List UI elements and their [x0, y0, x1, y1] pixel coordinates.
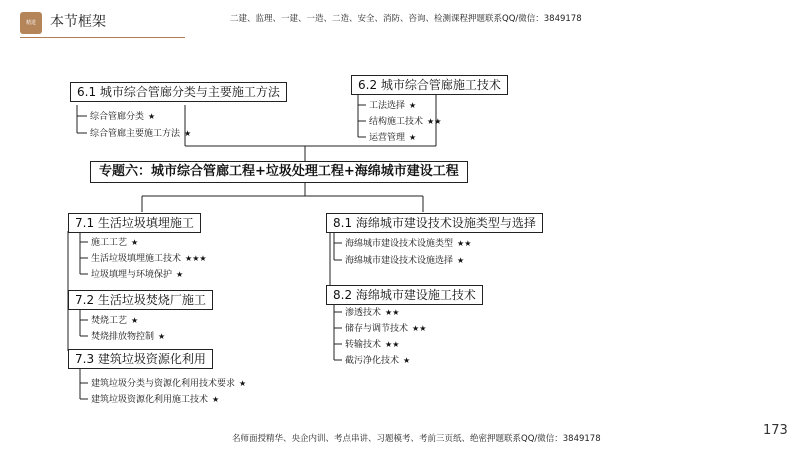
item-label: 焚烧工艺 — [91, 316, 128, 326]
item-label: 运营管理 — [369, 133, 406, 143]
node-7-1-item — [91, 269, 183, 281]
node-8-2-item — [345, 307, 399, 319]
star-rating: ★★ — [412, 324, 427, 333]
item-label: 转输技术 — [345, 340, 382, 350]
node-6-1-item — [90, 128, 191, 140]
item-label: 海绵城市建设技术设施选择 — [345, 256, 454, 266]
star-rating: ★ — [158, 332, 166, 341]
star-rating: ★★ — [457, 239, 472, 248]
item-label: 渗透技术 — [345, 308, 382, 318]
node-6-2-title: 6.2 城市综合管廊施工技术 — [351, 75, 508, 95]
node-8-2-item — [345, 339, 399, 351]
node-7-1-item — [91, 237, 138, 249]
item-label: 建筑垃圾资源化利用施工技术 — [91, 395, 209, 405]
item-label: 工法选择 — [369, 101, 406, 111]
node-8-2-title: 8.2 海绵城市建设施工技术 — [326, 285, 483, 305]
star-rating: ★ — [184, 129, 192, 138]
node-6-2-item — [369, 116, 441, 128]
node-8-1-item — [345, 255, 464, 267]
star-rating: ★ — [457, 256, 465, 265]
node-8-1-title: 8.1 海绵城市建设技术设施类型与选择 — [326, 213, 543, 233]
node-8-1-item — [345, 238, 471, 250]
node-7-1-item — [91, 253, 207, 265]
item-label: 结构施工技术 — [369, 117, 424, 127]
item-label: 综合管廊分类 — [90, 112, 145, 122]
node-8-2-item — [345, 355, 410, 367]
star-rating: ★ — [239, 379, 247, 388]
item-label: 生活垃圾填埋施工技术 — [91, 254, 182, 264]
star-rating: ★ — [176, 270, 184, 279]
star-rating: ★ — [212, 395, 220, 404]
star-rating: ★★ — [385, 308, 400, 317]
star-rating: ★ — [403, 356, 411, 365]
node-6-2-item — [369, 132, 416, 144]
item-label: 海绵城市建设技术设施类型 — [345, 239, 454, 249]
section-title: 本节框架 — [50, 14, 106, 30]
node-6-1-title: 6.1 城市综合管廊分类与主要施工方法 — [70, 82, 287, 102]
star-rating: ★★★ — [185, 254, 207, 263]
bottom-contact-note: 名师面授精华、央企内训、考点串讲、习题模考、考前三页纸、绝密押题联系QQ/微信：3849178 — [232, 434, 601, 444]
node-7-3-item — [91, 378, 246, 390]
item-label: 建筑垃圾分类与资源化利用技术要求 — [91, 379, 236, 389]
node-6-1-item — [90, 111, 155, 123]
node-7-3-item — [91, 394, 219, 406]
star-rating: ★★ — [427, 117, 442, 126]
main-topic: 专题六：城市综合管廊工程+垃圾处理工程+海绵城市建设工程 — [90, 161, 468, 183]
star-rating: ★ — [409, 101, 417, 110]
item-label: 综合管廊主要施工方法 — [90, 129, 181, 139]
item-label: 截污净化技术 — [345, 356, 400, 366]
top-contact-note: 二建、监理、一建、一造、二造、安全、消防、咨询、检测课程押题联系QQ/微信：3849178 — [230, 14, 582, 24]
node-7-2-title: 7.2 生活垃圾焚烧厂施工 — [68, 290, 213, 310]
page-number: 173 — [763, 423, 788, 438]
star-rating: ★ — [131, 316, 139, 325]
logo-text: 精进 — [25, 20, 36, 26]
item-label: 垃圾填埋与环境保护 — [91, 270, 173, 280]
star-rating: ★ — [131, 238, 139, 247]
item-label: 施工工艺 — [91, 238, 128, 248]
star-rating: ★ — [148, 112, 156, 121]
node-7-2-item — [91, 331, 165, 343]
node-7-2-item — [91, 315, 138, 327]
node-8-2-item — [345, 323, 426, 335]
node-7-3-title: 7.3 建筑垃圾资源化利用 — [68, 349, 213, 369]
node-7-1-title: 7.1 生活垃圾填埋施工 — [68, 213, 201, 233]
item-label: 焚烧排放物控制 — [91, 332, 155, 342]
star-rating: ★★ — [385, 340, 400, 349]
item-label: 储存与调节技术 — [345, 324, 409, 334]
node-6-2-item — [369, 100, 416, 112]
star-rating: ★ — [409, 133, 417, 142]
